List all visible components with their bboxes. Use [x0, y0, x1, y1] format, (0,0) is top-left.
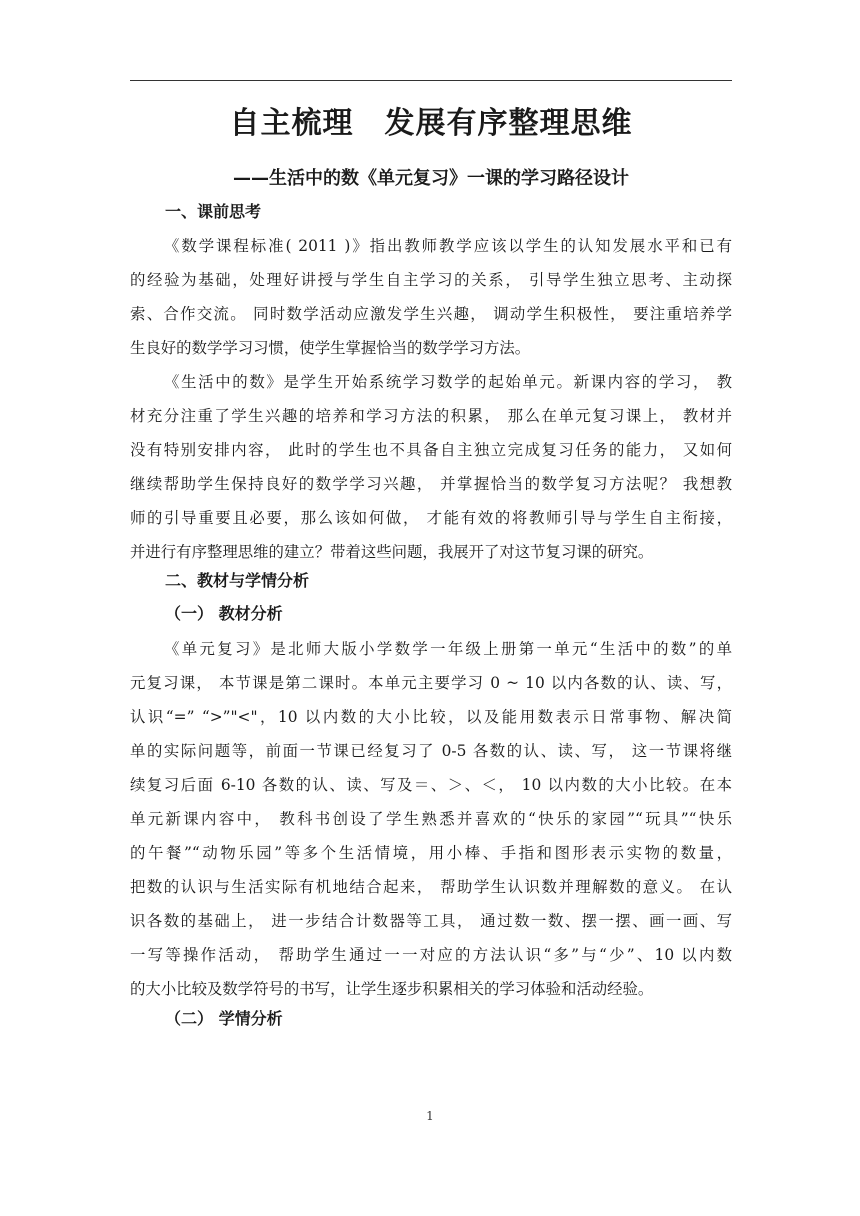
paragraph-line: 并进行有序整理思维的建立？带着这些问题，我展开了对这节复习课的研究。 — [130, 543, 654, 561]
paragraph-line: 《数学课程标准( 2011 )》指出教师教学应该以学生的认知发展水平和已有 — [164, 237, 732, 255]
paragraph-line: 继续帮助学生保持良好的数学学习兴趣， 并掌握恰当的数学复习方法呢？ 我想教 — [130, 475, 732, 493]
subsection-heading-textbook-analysis: （一） 教材分析 — [165, 604, 283, 623]
paragraph-line: 的午餐”“动物乐园”等多个生活情境，用小棒、手指和图形表示实物的数量， — [130, 844, 732, 862]
paragraph-line: 识各数的基础上， 进一步结合计数器等工具， 通过数一数、摆一摆、画一画、写 — [130, 912, 732, 930]
paragraph-line: 《单元复习》是北师大版小学数学一年级上册第一单元“生活中的数”的单 — [164, 640, 732, 658]
paragraph-line: 没有特别安排内容， 此时的学生也不具备自主独立完成复习任务的能力， 又如何 — [130, 441, 732, 459]
paragraph-curriculum-standard — [130, 229, 732, 365]
document-title: 自主梳理 发展有序整理思维 — [229, 106, 633, 141]
paragraph-line: 的经验为基础，处理好讲授与学生自主学习的关系， 引导学生独立思考、主动探 — [130, 271, 732, 289]
paragraph-unit-introduction — [130, 365, 732, 569]
paragraph-line: 《生活中的数》是学生开始系统学习数学的起始单元。新课内容的学习， 教 — [164, 373, 732, 391]
paragraph-line: 单的实际问题等，前面一节课已经复习了 0-5 各数的认、读、写， 这一节课将继 — [130, 742, 732, 760]
paragraph-line: 的大小比较及数学符号的书写，让学生逐步积累相关的学习体验和活动经验。 — [130, 980, 654, 998]
paragraph-line: 材充分注重了学生兴趣的培养和学习方法的积累， 那么在单元复习课上， 教材并 — [130, 407, 732, 425]
header-rule — [130, 80, 732, 81]
paragraph-line: 一写等操作活动， 帮助学生通过一一对应的方法认识“多”与“少”、10 以内数 — [130, 946, 732, 964]
paragraph-textbook-analysis — [130, 632, 732, 1006]
section-heading-materials-analysis: 二、教材与学情分析 — [165, 571, 310, 590]
document-subtitle: ——生活中的数《单元复习》一课的学习路径设计 — [233, 168, 629, 189]
paragraph-line: 续复习后面 6-10 各数的认、读、写及＝、＞、＜， 10 以内数的大小比较。在本 — [130, 776, 732, 794]
paragraph-line: 单元新课内容中， 教科书创设了学生熟悉并喜欢的“快乐的家园”“玩具”“快乐 — [130, 810, 732, 828]
paragraph-line: 把数的认识与生活实际有机地结合起来， 帮助学生认识数并理解数的意义。 在认 — [130, 878, 732, 896]
paragraph-line: 元复习课， 本节课是第二课时。本单元主要学习 0 ~ 10 以内各数的认、读、写， — [130, 674, 732, 692]
paragraph-line: 认识“=” “>”"<"，10 以内数的大小比较，以及能用数表示日常事物、解决简 — [130, 708, 732, 726]
paragraph-line: 生良好的数学学习习惯，使学生掌握恰当的数学学习方法。 — [130, 339, 531, 357]
section-heading-pre-class-thinking: 一、课前思考 — [165, 202, 262, 221]
paragraph-line: 索、合作交流。 同时数学活动应激发学生兴趣， 调动学生积极性， 要注重培养学 — [130, 305, 732, 323]
paragraph-line: 师的引导重要且必要，那么该如何做， 才能有效的将教师引导与学生自主衔接， — [130, 509, 732, 527]
subsection-heading-student-analysis: （二） 学情分析 — [165, 1009, 283, 1028]
page-number: 1 — [426, 1109, 434, 1123]
